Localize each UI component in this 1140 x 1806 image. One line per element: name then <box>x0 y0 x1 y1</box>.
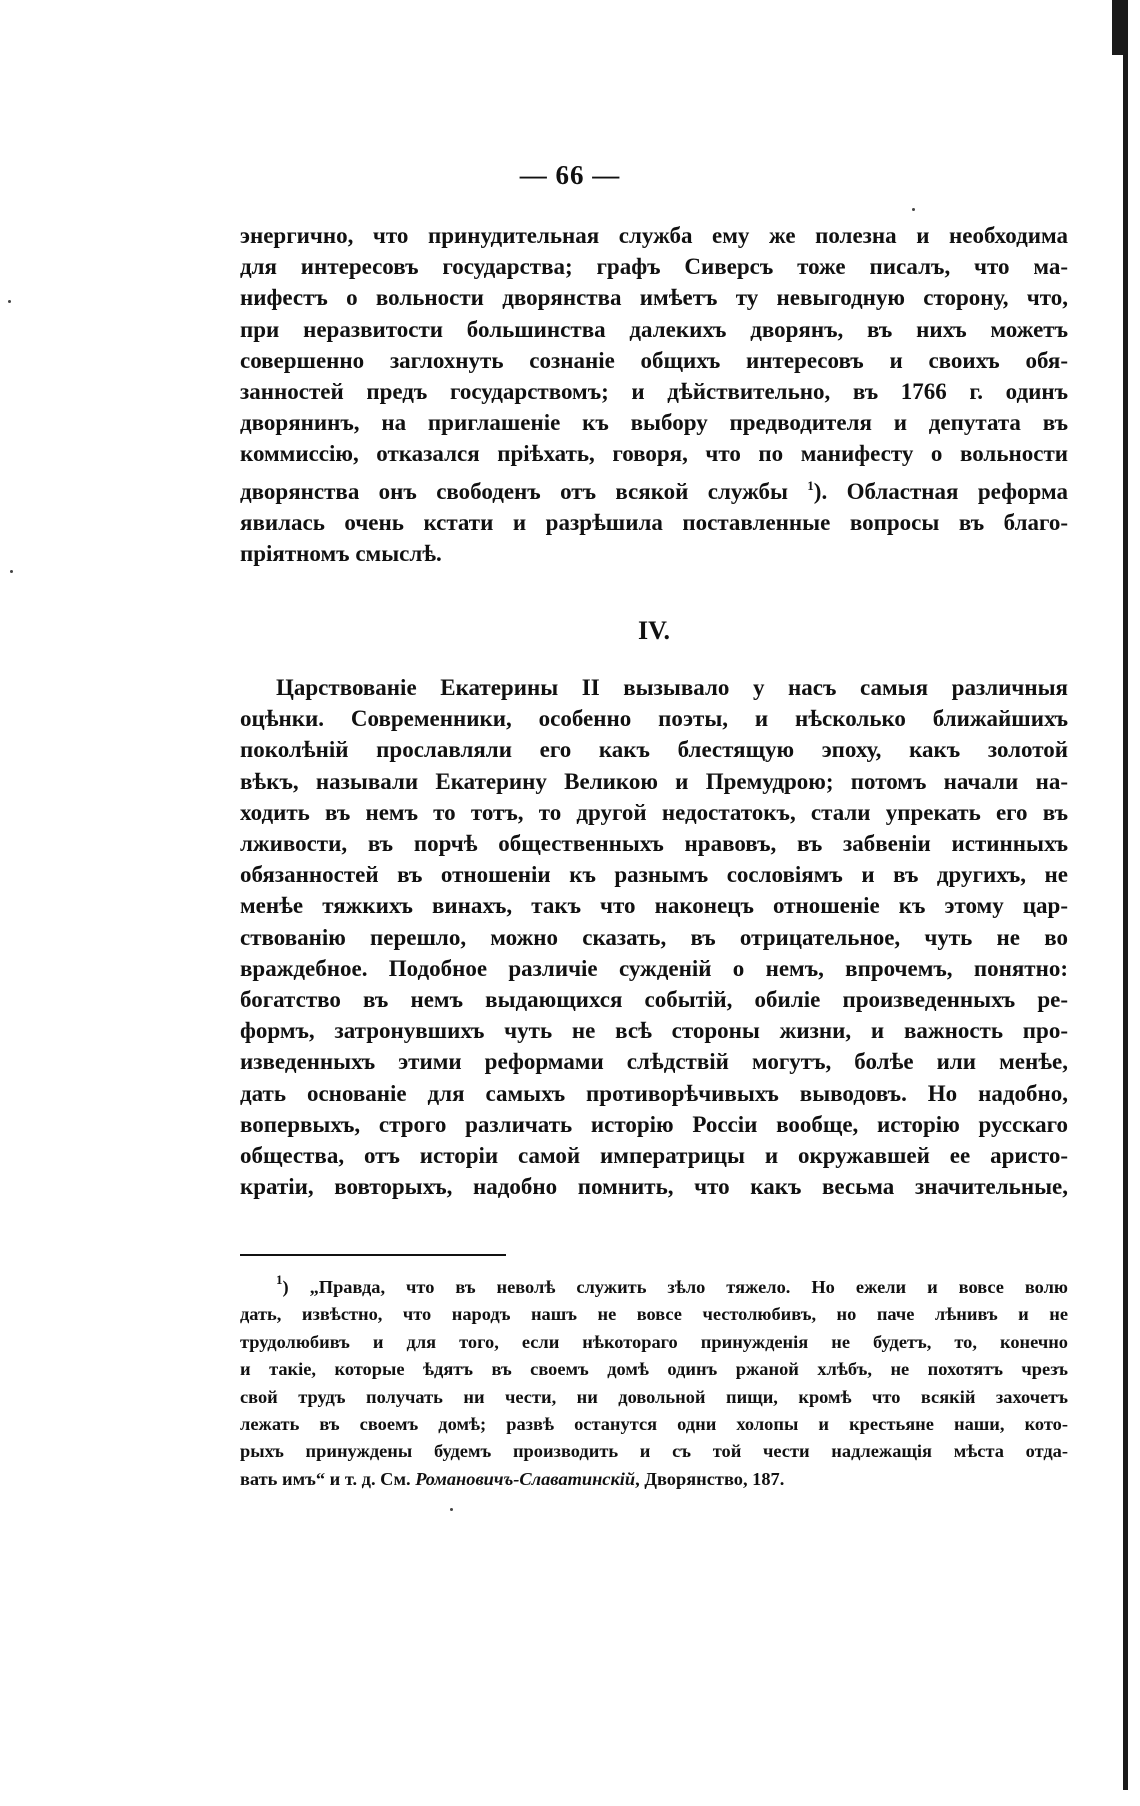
paragraph-1 <box>240 220 1068 569</box>
text-fragment: ) „Правда, что въ неволѣ служить зѣло тяжело. Но ежели и вовсе волю <box>282 1277 1068 1297</box>
text-line: вопервыхъ, строго различать исторію Россіи вообще, исторію русскаго <box>240 1111 1068 1137</box>
page-edge-shadow <box>1123 0 1128 1790</box>
text-line-with-footnote-ref <box>240 470 1068 507</box>
text-line: обязанностей въ отношеніи къ разнымъ сословіямъ и въ другихъ, не <box>240 862 1068 888</box>
text-line: лживости, въ порчѣ общественныхъ нравовъ, въ забвеніи истинныхъ <box>240 831 1068 857</box>
text-fragment: вать имъ“ и т. д. См. <box>240 1468 411 1489</box>
footnote-ref: 1 <box>807 477 814 493</box>
text-line: ствованію перешло, можно сказать, въ отрицательное, чуть не во <box>240 924 1068 950</box>
text-line: общества, отъ исторіи самой императрицы и окружавшей ее аристо- <box>240 1143 1068 1169</box>
text-fragment: дворянства онъ свободенъ отъ всякой службы <box>240 478 788 504</box>
print-speck <box>450 1508 453 1511</box>
text-line: менѣе тяжкихъ винахъ, такъ что наконецъ отношеніе къ этому цар- <box>240 893 1068 919</box>
footnote-line: дать, извѣстно, что народъ нашъ не вовсе честолюбивъ, но паче лѣнивъ и не <box>240 1304 1068 1325</box>
text-line: дворянинъ, на приглашеніе къ выбору предводителя и депутата въ <box>240 410 1068 436</box>
paragraph-2 <box>240 672 1068 1202</box>
print-speck <box>912 208 915 211</box>
text-line: совершенно заглохнуть сознаніе общихъ интересовъ и своихъ обя- <box>240 347 1068 373</box>
footnote-divider <box>240 1254 506 1256</box>
text-line: поколѣній прославляли его какъ блестящую эпоху, какъ золотой <box>240 737 1068 763</box>
text-line: оцѣнки. Современники, особенно поэты, и нѣсколько ближайшихъ <box>240 706 1068 732</box>
footnote-line <box>240 1466 1068 1493</box>
footnote-line: трудолюбивъ и для того, если нѣкотораго принужденія не будетъ, то, конечно <box>240 1331 1068 1352</box>
text-line: кратіи, вовторыхъ, надобно помнить, что какъ весьма значительные, <box>240 1174 1068 1200</box>
text-line: ходить въ немъ то тотъ, то другой недостатокъ, стали упрекать его въ <box>240 799 1068 825</box>
text-line: враждебное. Подобное различіе сужденій о немъ, впрочемъ, понятно: <box>240 955 1068 981</box>
section-heading: IV. <box>637 616 671 645</box>
footnote-line: свой трудъ получать ни чести, ни довольной пищи, кромѣ что всякій захочетъ <box>240 1386 1068 1407</box>
footnote-line: рыхъ принуждены будемъ производить и съ той чести надлежащія мѣста отда- <box>240 1441 1068 1462</box>
text-line: коммиссію, отказался пріѣхать, говоря, что по манифесту о вольности <box>240 441 1068 467</box>
text-line: вѣкъ, называли Екатерину Великою и Премудрою; потомъ начали на- <box>240 768 1068 794</box>
footnote-line: и такіе, которые ѣдятъ въ своемъ домѣ одинъ ржаной хлѣбъ, не похотятъ чрезъ <box>240 1359 1068 1380</box>
text-line: богатство въ немъ выдающихся событій, обиліе произведенныхъ ре- <box>240 987 1068 1013</box>
text-line: формъ, затронувшихъ чуть не всѣ стороны жизни, и важность про- <box>240 1018 1068 1044</box>
text-line: для интересовъ государства; графъ Сиверсъ тоже писалъ, что ма- <box>240 254 1068 280</box>
footnote-line <box>240 1266 1068 1301</box>
text-line: изведенныхъ этими реформами слѣдствій могутъ, болѣе или менѣе, <box>240 1049 1068 1075</box>
text-fragment: ). Областная реформа <box>813 478 1069 504</box>
print-speck <box>10 570 13 573</box>
text-line: энергично, что принудительная служба ему же полезна и необходима <box>240 223 1068 248</box>
text-line: явилась очень кстати и разрѣшила поставленные вопросы въ благо- <box>240 509 1068 535</box>
citation-author: Романовичъ-Славатинскій <box>415 1468 636 1489</box>
text-fragment: , Дворянство, 187. <box>635 1468 785 1489</box>
text-line: нифестъ о вольности дворянства имѣетъ ту невыгодную сторону, что, <box>240 285 1068 311</box>
text-line: при неразвитости большинства далекихъ дворянъ, въ нихъ можетъ <box>240 316 1068 342</box>
page-number: — 66 — <box>519 160 621 190</box>
print-speck <box>8 300 11 303</box>
text-line: дать основаніе для самыхъ противорѣчивыхъ выводовъ. Но надобно, <box>240 1080 1068 1106</box>
footnote-marker: 1 <box>276 1272 283 1287</box>
footnote <box>240 1266 1068 1493</box>
footnote-line: лежать въ своемъ домѣ; развѣ останутся одни холопы и крестьяне наши, кото- <box>240 1414 1068 1435</box>
text-line: пріятномъ смыслѣ. <box>240 541 442 567</box>
text-line: занностей предъ государствомъ; и дѣйствительно, въ 1766 г. одинъ <box>240 379 1068 405</box>
text-line: Царствованіе Екатерины II вызывало у насъ самыя различныя <box>276 675 1068 700</box>
